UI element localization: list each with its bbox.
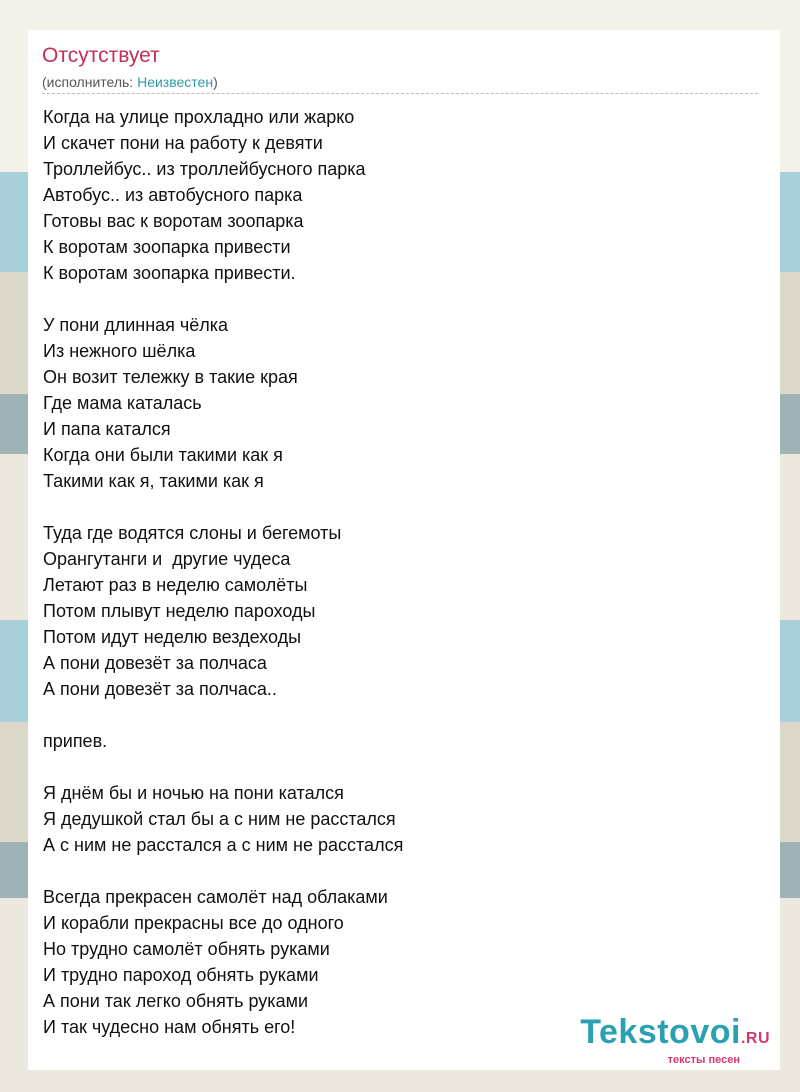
lyric-line — [43, 286, 760, 312]
lyric-line: Где мама каталась — [43, 393, 202, 413]
lyric-line — [43, 858, 760, 884]
logo-tld: .RU — [740, 1030, 770, 1047]
lyric-line: И скачет пони на работу к девяти — [43, 133, 323, 153]
lyric-line: Из нежного шёлка — [43, 341, 196, 361]
lyric-line: Потом идут неделю вездеходы — [43, 627, 302, 647]
song-title: Отсутствует — [42, 44, 160, 67]
artist-line — [42, 74, 218, 90]
lyric-line: Когда на улице прохладно или жарко — [43, 107, 355, 127]
lyric-line: Потом плывут неделю пароходы — [43, 601, 316, 621]
lyric-line: К воротам зоопарка привести. — [43, 263, 296, 283]
lyric-line: Я дедушкой стал бы а с ним не расстался — [43, 809, 396, 829]
lyrics-body — [43, 104, 760, 1040]
lyric-line: Орангутанги и другие чудеса — [43, 549, 291, 569]
lyric-line: И корабли прекрасны все до одного — [43, 913, 344, 933]
artist-prefix: (исполнитель: — [42, 74, 138, 90]
title-divider — [42, 93, 758, 94]
logo-name: Tekstovoi — [580, 1013, 741, 1051]
lyric-line: А с ним не расстался а с ним не расстался — [43, 835, 404, 855]
lyric-line: Летают раз в неделю самолёты — [43, 575, 308, 595]
lyric-line: Всегда прекрасен самолёт над облаками — [43, 887, 388, 907]
lyric-line: А пони довезёт за полчаса — [43, 653, 267, 673]
lyric-line: Такими как я, такими как я — [43, 471, 264, 491]
lyric-line: И трудно пароход обнять руками — [43, 965, 319, 985]
artist-suffix: ) — [213, 74, 218, 90]
lyric-line: припев. — [43, 731, 108, 751]
lyric-line: И так чудесно нам обнять его! — [43, 1017, 296, 1037]
lyric-line — [43, 494, 760, 520]
lyric-line: Он возит тележку в такие края — [43, 367, 298, 387]
lyric-line — [43, 754, 760, 780]
site-logo[interactable] — [580, 1015, 770, 1066]
lyric-line: У пони длинная чёлка — [43, 315, 229, 335]
lyric-line: Но трудно самолёт обнять руками — [43, 939, 330, 959]
lyric-line: К воротам зоопарка привести — [43, 237, 291, 257]
lyric-line: А пони так легко обнять руками — [43, 991, 309, 1011]
lyric-line: Готовы вас к воротам зоопарка — [43, 211, 304, 231]
lyric-line: Когда они были такими как я — [43, 445, 283, 465]
lyric-line: А пони довезёт за полчаса.. — [43, 679, 277, 699]
lyric-line: Я днём бы и ночью на пони катался — [43, 783, 344, 803]
lyric-line — [43, 702, 760, 728]
lyric-line: И папа катался — [43, 419, 171, 439]
lyrics-panel — [28, 30, 780, 1070]
logo-tagline: тексты песен — [667, 1054, 740, 1066]
lyric-line: Туда где водятся слоны и бегемоты — [43, 523, 342, 543]
artist-link[interactable]: Неизвестен — [137, 74, 214, 90]
lyric-line: Троллейбус.. из троллейбусного парка — [43, 159, 366, 179]
lyric-line: Автобус.. из автобусного парка — [43, 185, 303, 205]
